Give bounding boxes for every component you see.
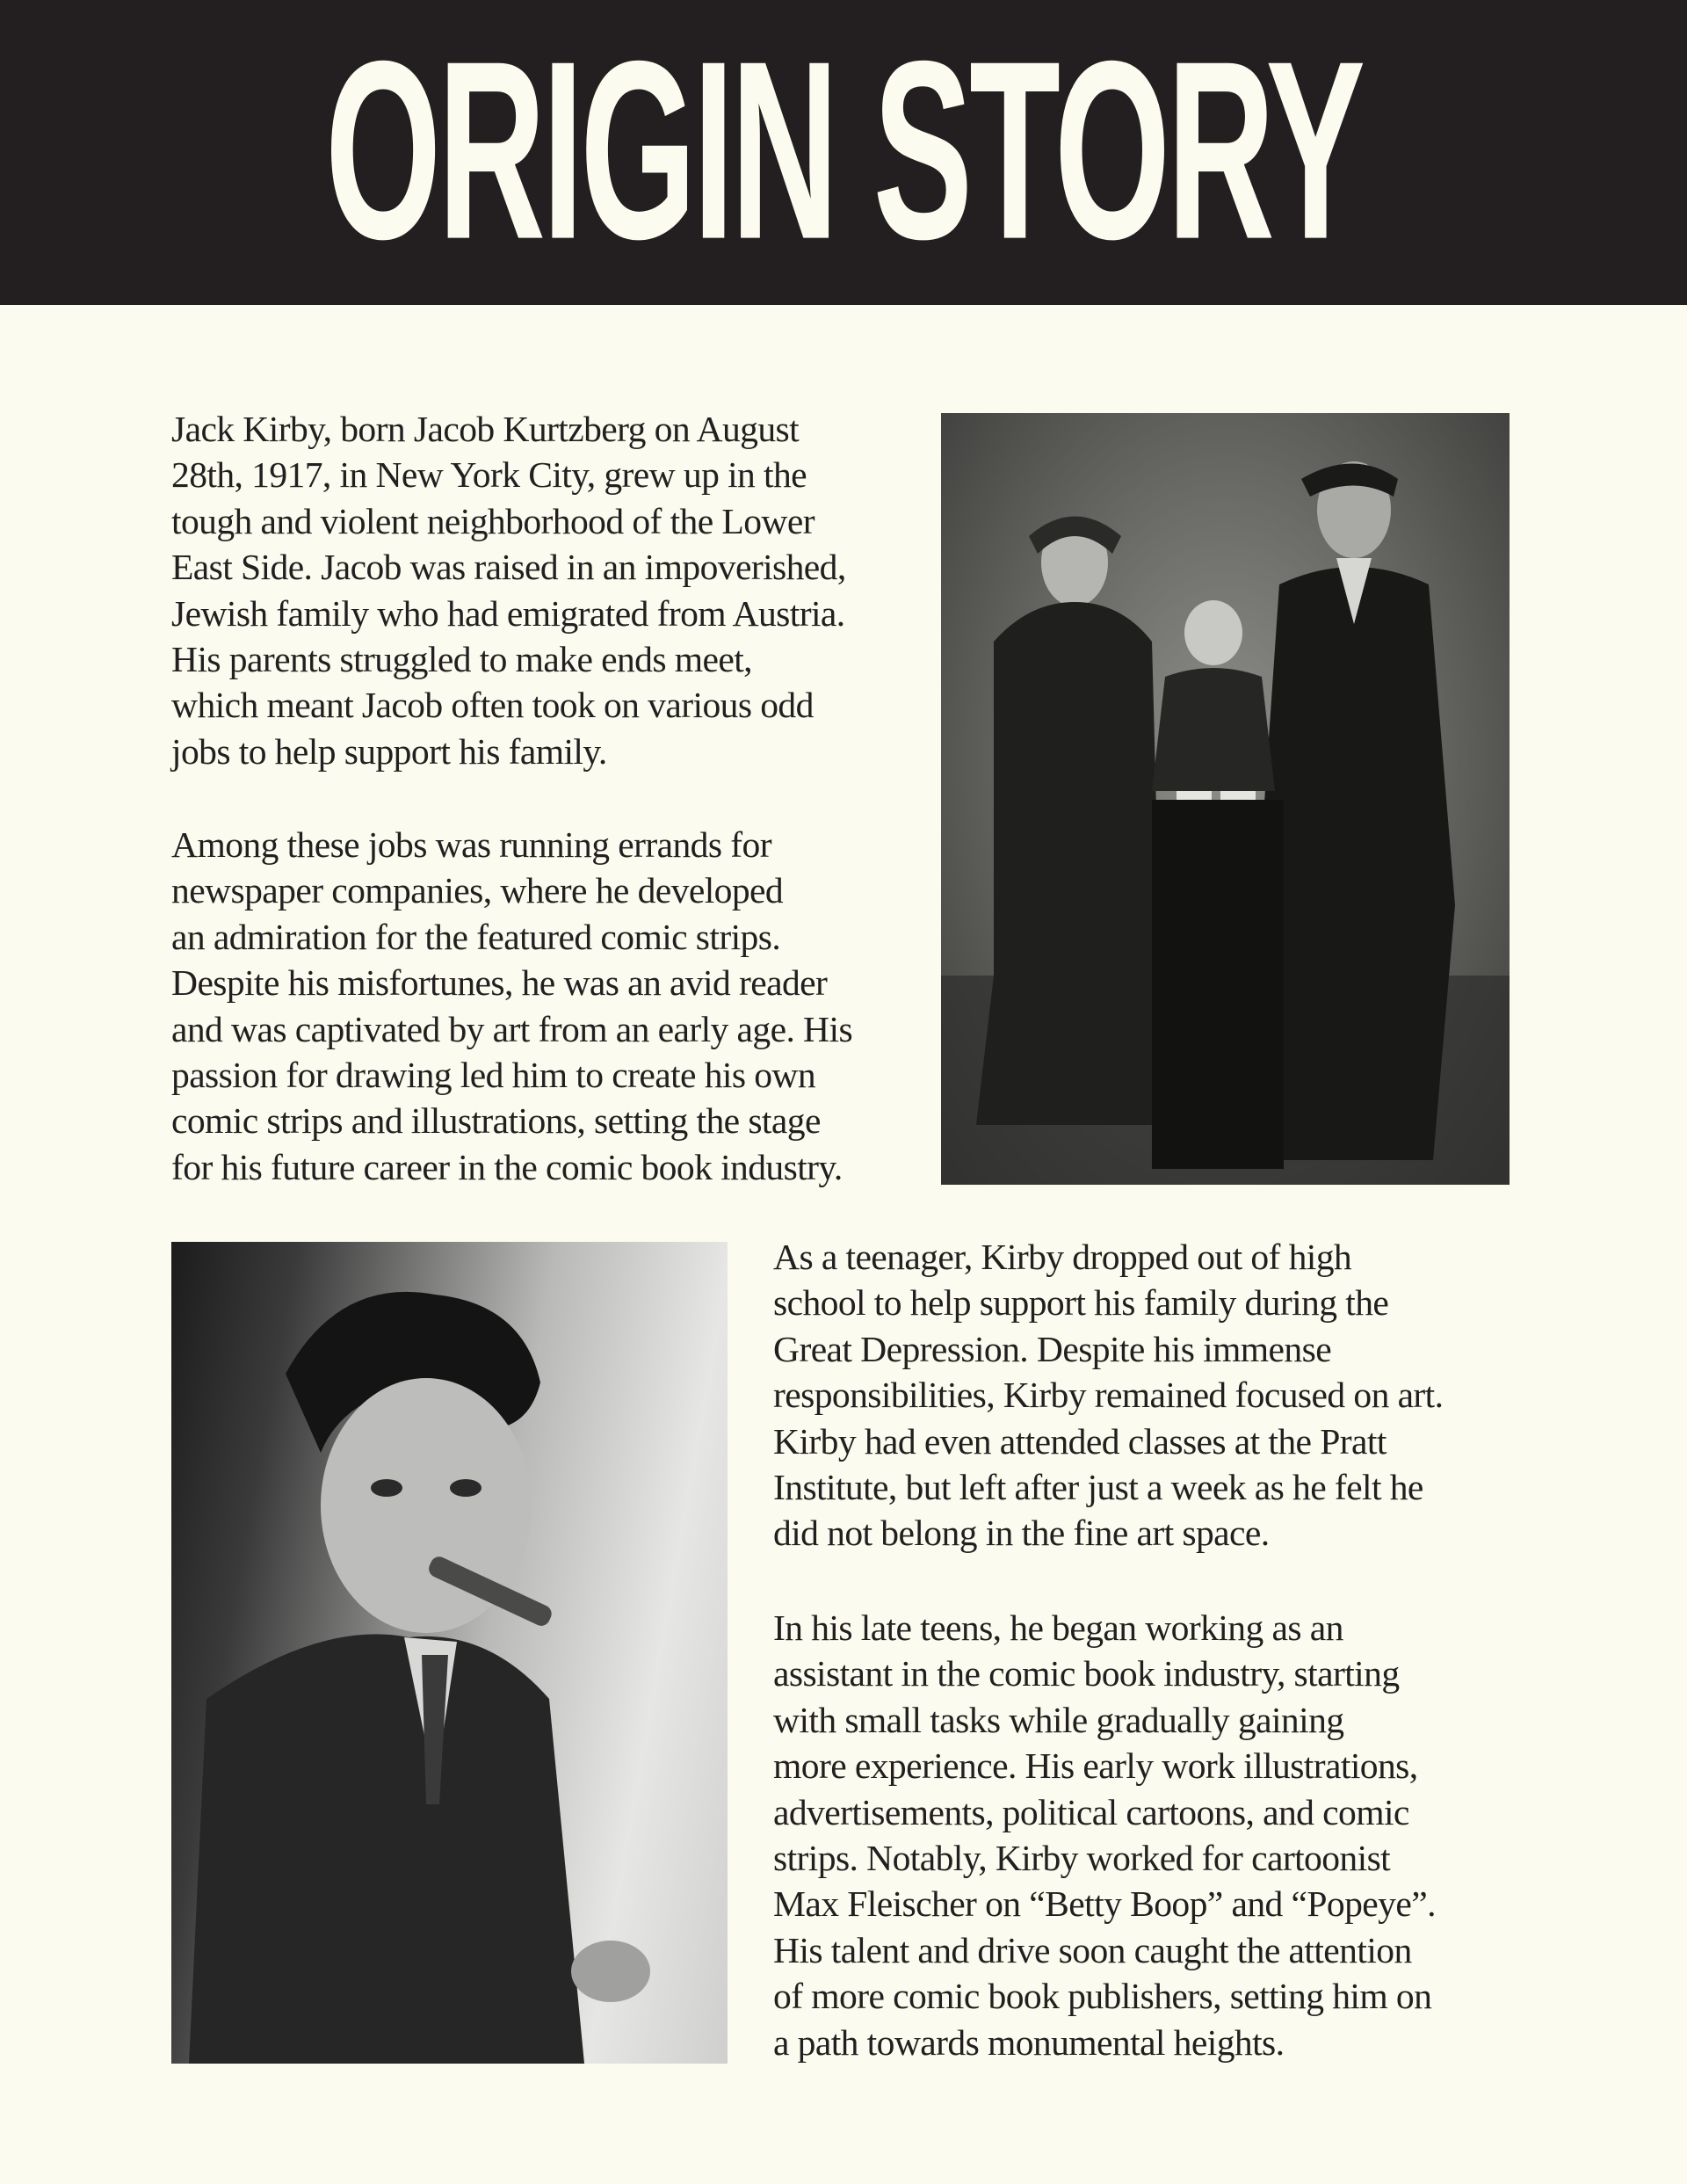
family-portrait-photo [941,413,1510,1185]
text-line: newspaper companies, where he developed [171,870,784,911]
text-line: jobs to help support his family. [171,730,607,772]
text-line: for his future career in the comic book industry. [171,1146,843,1187]
text-line: advertisements, political cartoons, and comic [773,1791,1409,1832]
text-line: Among these jobs was running errands for [171,824,771,865]
text-line: His talent and drive soon caught the attention [773,1929,1412,1970]
text-line: Institute, but left after just a week as he felt he [773,1467,1423,1508]
text-line: tough and violent neighborhood of the Lower [171,500,815,541]
text-line: which meant Jacob often took on various odd [171,685,814,726]
text-line: passion for drawing led him to create his own [171,1055,816,1096]
text-line: 28th, 1917, in New York City, grew up in the [171,454,807,496]
text-line: Despite his misfortunes, he was an avid reader [171,962,828,1004]
text-line: Jewish family who had emigrated from Austria. [171,592,845,634]
paragraph-teenager [773,1234,1443,1556]
text-line: with small tasks while gradually gaining [773,1699,1344,1740]
text-line: strips. Notably, Kirby worked for cartoonist [773,1838,1391,1879]
page-title: ORIGIN STORY [325,9,1362,294]
text-line: Great Depression. Despite his immense [773,1328,1332,1369]
text-line: responsibilities, Kirby remained focused on art. [773,1375,1444,1416]
text-line: assistant in the comic book industry, starting [773,1653,1400,1694]
text-line: comic strips and illustrations, setting the stage [171,1100,821,1142]
text-line: Kirby had even attended classes at the Pratt [773,1420,1387,1462]
text-line: a path towards monumental heights. [773,2021,1285,2063]
text-line: Jack Kirby, born Jacob Kurtzberg on August [171,409,800,449]
text-line: and was captivated by art from an early age. His [171,1008,853,1049]
paragraph-late-teens [773,1605,1436,2065]
text-line: school to help support his family during the [773,1282,1389,1324]
text-line: Max Fleischer on “Betty Boop” and “Popeye”. [773,1883,1436,1925]
text-line: of more comic book publishers, setting him on [773,1976,1432,2017]
text-line: As a teenager, Kirby dropped out of high [773,1237,1352,1277]
paragraph-errands [171,822,852,1190]
text-line: more experience. His early work illustrations, [773,1745,1418,1787]
text-line: His parents struggled to make ends meet, [171,639,752,680]
text-line: In his late teens, he began working as an [773,1607,1343,1648]
kirby-portrait-photo [171,1242,728,2064]
header-band [0,0,1687,305]
text-line: an admiration for the featured comic strips. [171,916,781,957]
paragraph-early-life [171,406,846,774]
text-line: East Side. Jacob was raised in an impoverished, [171,547,846,588]
text-line: did not belong in the fine art space. [773,1513,1270,1554]
